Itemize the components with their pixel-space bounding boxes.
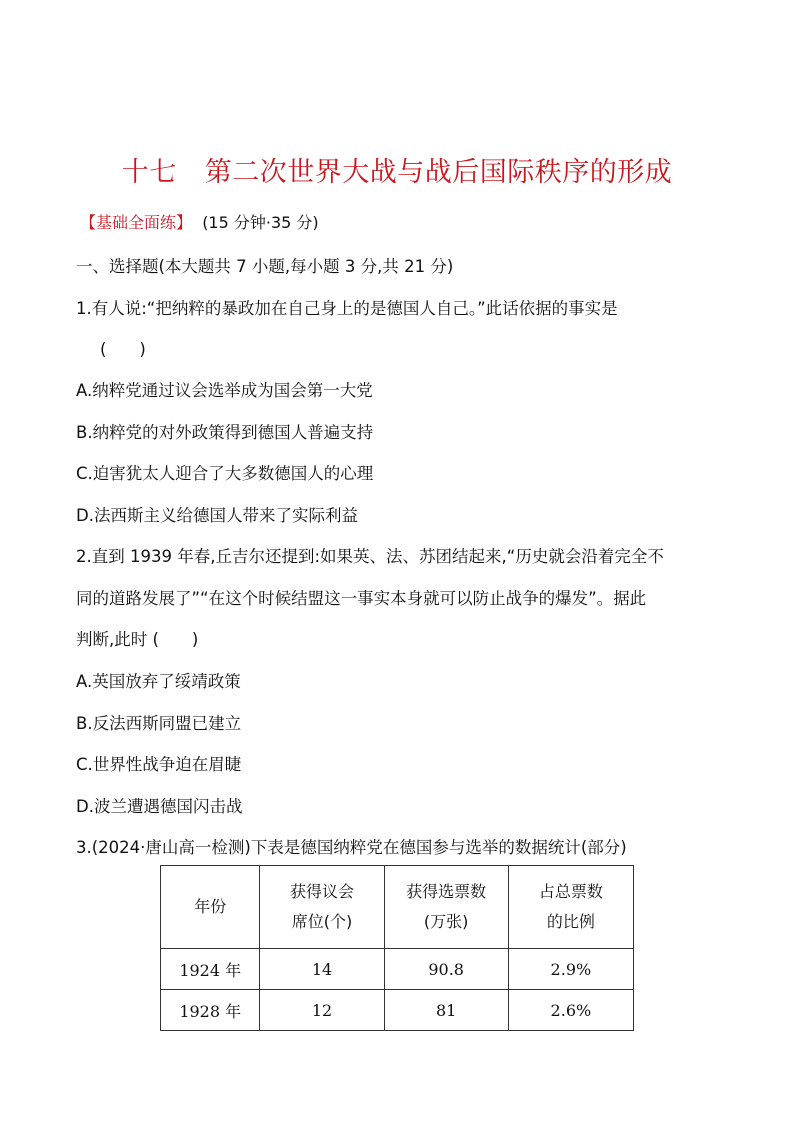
part-heading: 一、选择题(本大题共 7 小题,每小题 3 分,共 21 分) [76,257,454,276]
q2-option-a: A.英国放弃了绥靖政策 [76,672,241,691]
q2-stem-line3: 判断,此时 ( ) [76,630,199,649]
table-cell: 14 [260,949,384,990]
election-data-table [160,865,634,1031]
table-cell: 81 [384,990,508,1031]
table-row [161,949,634,990]
q2-option-d: D.波兰遭遇德国闪击战 [76,797,243,816]
table-cell: 2.9% [508,949,633,990]
q1-option-a: A.纳粹党通过议会选举成为国会第一大党 [76,381,373,400]
table-cell: 2.6% [508,990,633,1031]
table-header-year: 年份 [161,866,260,949]
section-heading [80,210,319,233]
table-cell: 90.8 [384,949,508,990]
section-label: 【基础全面练】 [80,213,193,232]
q1-stem-line2: ( ) [100,340,146,359]
q1-option-d: D.法西斯主义给德国人带来了实际利益 [76,506,358,525]
table-cell: 12 [260,990,384,1031]
q2-stem-line2: 同的道路发展了”“在这个时候结盟这一事实本身就可以防止战争的爆发”。据此 [76,589,647,608]
q1-stem-line1: 1.有人说:“把纳粹的暴政加在自己身上的是德国人自己。”此话依据的事实是 [76,299,618,318]
table-cell: 1928 年 [161,990,260,1031]
section-time: (15 分钟·35 分) [202,213,319,232]
chapter-number: 十七 [121,157,177,188]
table-header-votes: 获得选票数 (万张) [384,866,508,949]
table-row [161,990,634,1031]
chapter-title: 第二次世界大战与战后国际秩序的形成 [204,157,673,188]
q1-option-b: B.纳粹党的对外政策得到德国人普遍支持 [76,423,374,442]
q1-option-c: C.迫害犹太人迎合了大多数德国人的心理 [76,464,374,483]
q3-stem-line1: 3.(2024·唐山高一检测)下表是德国纳粹党在德国参与选举的数据统计(部分) [76,838,627,857]
q2-option-b: B.反法西斯同盟已建立 [76,714,242,733]
table-header-seats: 获得议会 席位(个) [260,866,384,949]
table-cell: 1924 年 [161,949,260,990]
page-title [0,150,794,189]
q2-stem-line1: 2.直到 1939 年春,丘吉尔还提到:如果英、法、苏团结起来,“历史就会沿着完全不 [76,547,664,566]
table-header-share: 占总票数 的比例 [508,866,633,949]
table-header-row [161,866,634,949]
q2-option-c: C.世界性战争迫在眉睫 [76,755,242,774]
